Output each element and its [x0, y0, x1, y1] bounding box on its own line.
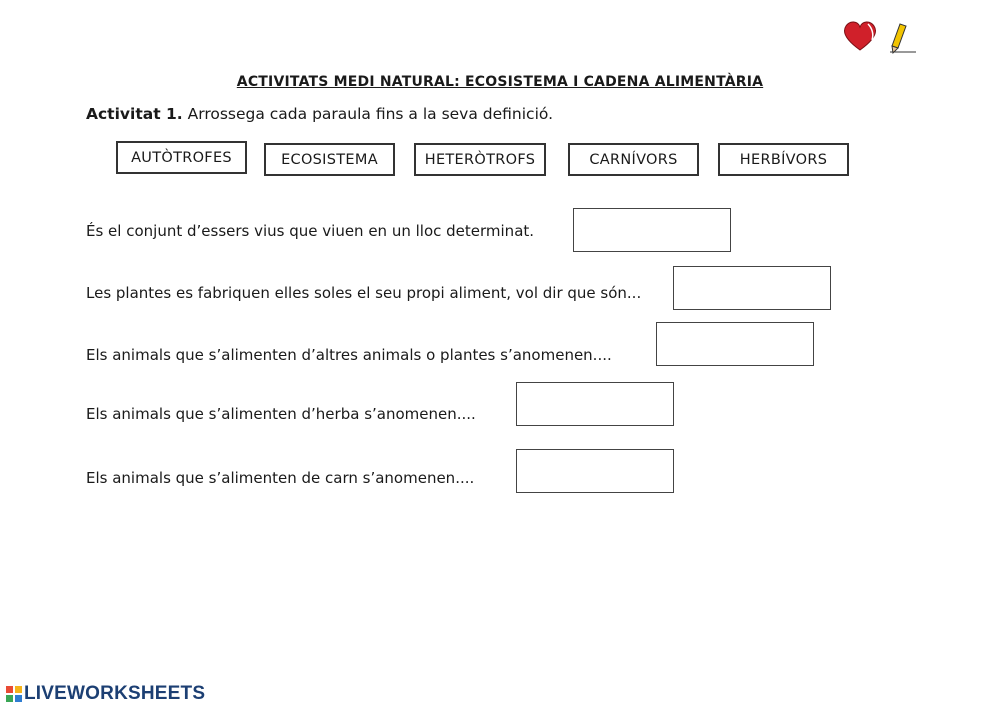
word-herbivors[interactable]: HERBÍVORS: [718, 143, 849, 176]
liveworksheets-grid-icon: [6, 686, 22, 702]
brand-name: LIVEWORKSHEETS: [24, 683, 206, 704]
definition-text: És el conjunt d’essers vius que viuen en un lloc determinat.: [86, 222, 535, 240]
drop-zone-3[interactable]: [656, 322, 814, 366]
drop-zone-5[interactable]: [516, 449, 674, 493]
heart-icon: [845, 22, 876, 50]
definition-text: Els animals que s’alimenten d’altres animals o plantes s’anomenen....: [86, 346, 612, 364]
page-title: ACTIVITATS MEDI NATURAL: ECOSISTEMA I CADENA ALIMENTÀRIA: [236, 74, 764, 90]
drop-zone-2[interactable]: [673, 266, 831, 310]
word-autotrofes[interactable]: AUTÒTROFES: [116, 141, 247, 174]
liveworksheets-logo: [6, 683, 205, 705]
drop-zone-4[interactable]: [516, 382, 674, 426]
word-ecosistema[interactable]: ECOSISTEMA: [264, 143, 395, 176]
activity-instruction: Arrossega cada paraula fins a la seva definició.: [187, 105, 554, 123]
heart-pencil-logo-icon: [840, 16, 920, 56]
activity-heading: [86, 105, 553, 123]
definition-text: Els animals que s’alimenten d’herba s’anomenen....: [86, 405, 476, 423]
drop-zone-1[interactable]: [573, 208, 731, 252]
word-carnivors[interactable]: CARNÍVORS: [568, 143, 699, 176]
definition-text: Les plantes es fabriquen elles soles el seu propi aliment, vol dir que són...: [86, 284, 642, 302]
word-heterotrofs[interactable]: HETERÒTROFS: [414, 143, 546, 176]
activity-label: Activitat 1.: [86, 105, 183, 123]
definition-text: Els animals que s’alimenten de carn s’anomenen....: [86, 469, 475, 487]
pencil-icon: [890, 24, 916, 53]
